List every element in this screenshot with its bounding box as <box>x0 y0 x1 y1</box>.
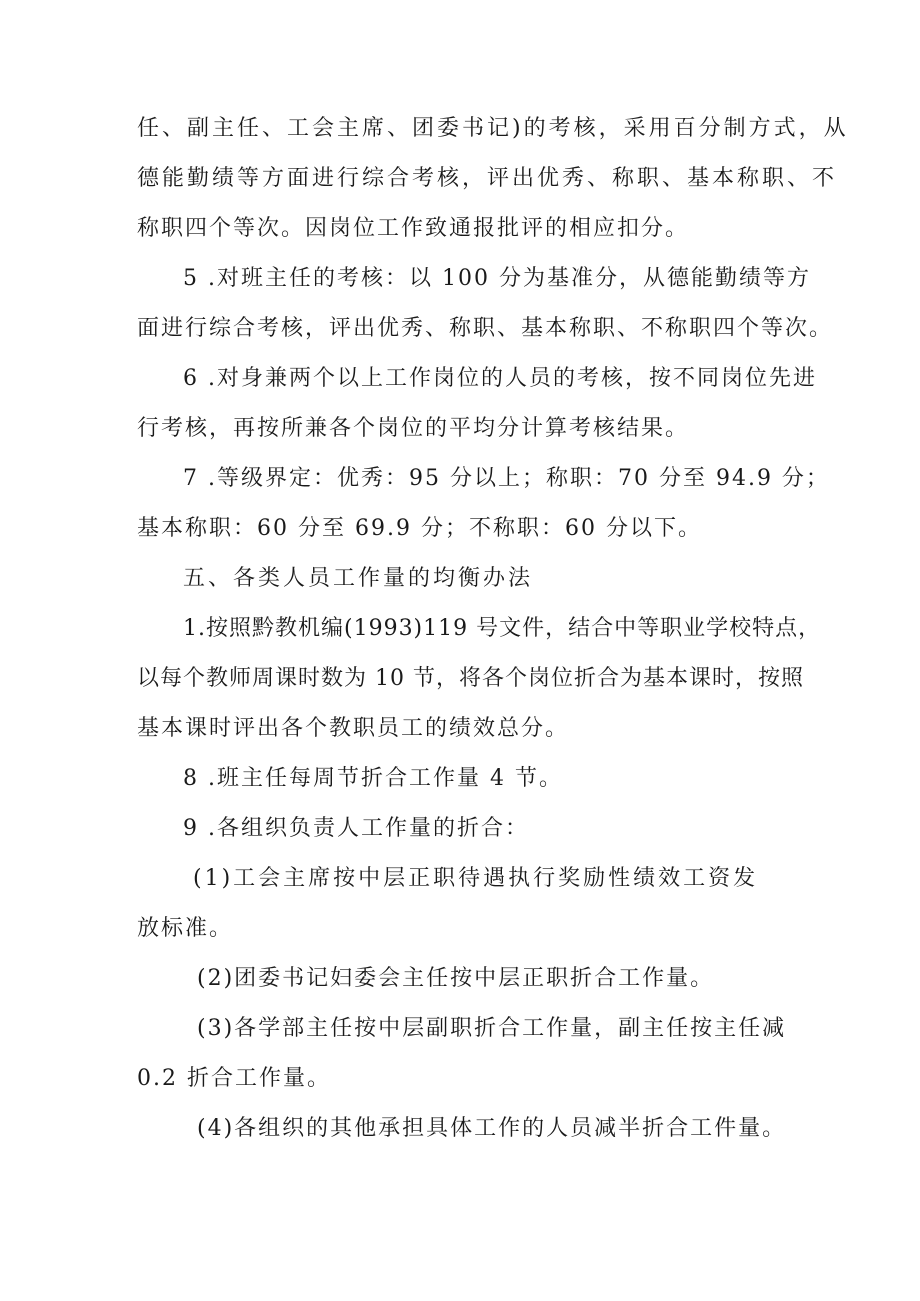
text-line-2: 德能勤绩等方面进行综合考核，评出优秀、称职、基本称职、不 <box>137 166 838 191</box>
text-line-14: 8 .班主任每周节折合工作量 4 节。 <box>183 766 563 791</box>
section-heading: 五、各类人员工作量的均衡办法 <box>183 566 534 591</box>
text-line-1: 任、副主任、工会主席、团委书记)的考核，采用百分制方式，从 <box>137 116 849 141</box>
text-line-19: (3)各学部主任按中层副职折合工作量，副主任按主任减 <box>197 1016 787 1041</box>
text-line-21: (4)各组织的其他承担具体工作的人员减半折合工件量。 <box>197 1116 787 1141</box>
text-line-20: 0.2 折合工作量。 <box>137 1066 331 1091</box>
text-line-16: (1)工会主席按中层正职待遇执行奖励性绩效工资发 <box>193 866 759 891</box>
text-line-3: 称职四个等次。因岗位工作致通报批评的相应扣分。 <box>137 216 690 241</box>
text-line-18: (2)团委书记妇委会主任按中层正职折合工作量。 <box>197 966 715 991</box>
text-line-6: 6 .对身兼两个以上工作岗位的人员的考核，按不同岗位先进 <box>183 366 817 391</box>
text-line-9: 基本称职：60 分至 69.9 分；不称职：60 分以下。 <box>137 516 702 541</box>
text-line-7: 行考核，再按所兼各个岗位的平均分计算考核结果。 <box>137 416 690 441</box>
text-line-13: 基本课时评出各个教职员工的绩效总分。 <box>137 716 570 741</box>
text-line-12: 以每个教师周课时数为 10 节，将各个岗位折合为基本课时，按照 <box>137 666 804 691</box>
text-line-15: 9 .各组织负责人工作量的折合： <box>183 816 529 841</box>
text-line-4: 5 .对班主任的考核：以 100 分为基准分，从德能勤绩等方 <box>183 266 811 291</box>
text-line-8: 7 .等级界定：优秀：95 分以上；称职：70 分至 94.9 分； <box>183 466 830 491</box>
text-line-5: 面进行综合考核，评出优秀、称职、基本称职、不称职四个等次。 <box>137 316 834 341</box>
text-line-17: 放标准。 <box>137 916 234 941</box>
text-line-11: 1.按照黔教机编(1993)119 号文件，结合中等职业学校特点， <box>183 616 822 641</box>
